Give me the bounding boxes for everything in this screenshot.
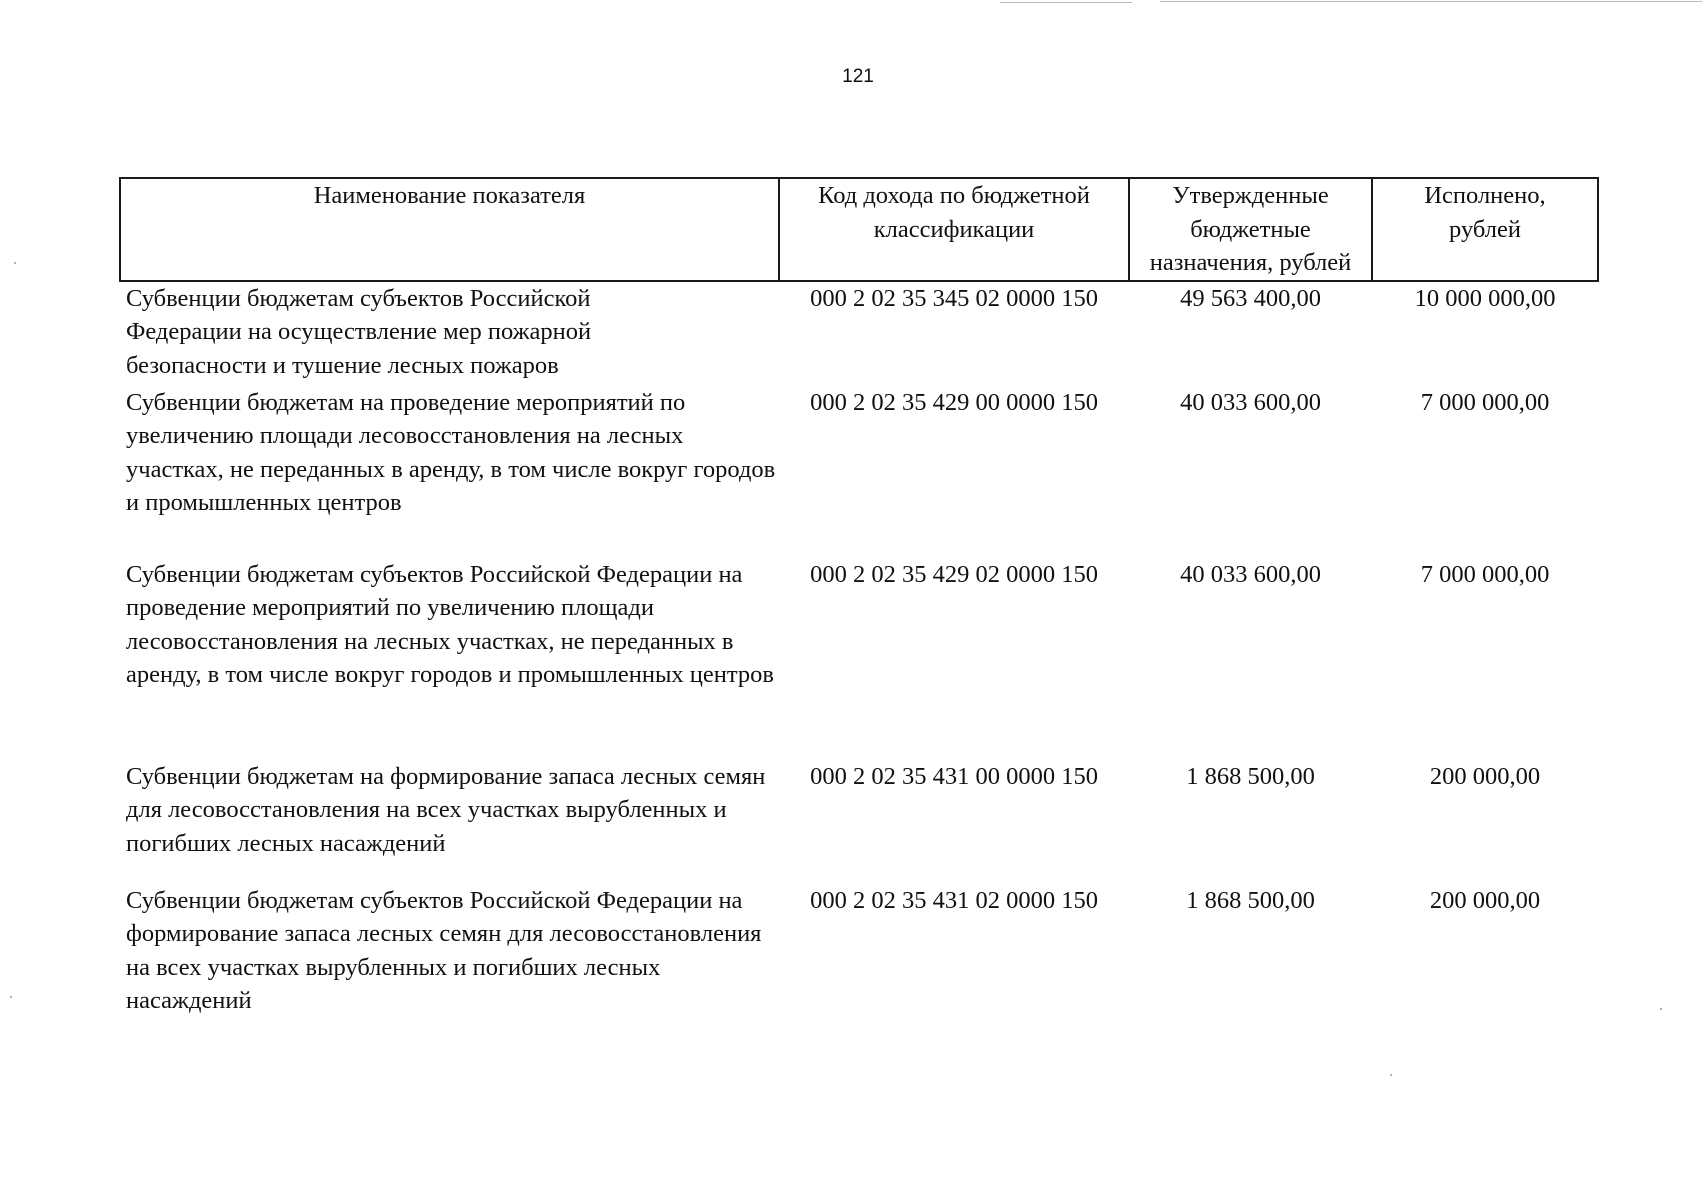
row-code: 000 2 02 35 429 02 0000 150 [810, 560, 1098, 588]
header-code: Код дохода по бюджетной классификации [779, 178, 1129, 281]
row-executed: 7 000 000,00 [1420, 388, 1550, 416]
table-row [120, 281, 1598, 386]
row-code: 000 2 02 35 345 02 0000 150 [810, 284, 1098, 312]
header-executed: Исполнено, рублей [1372, 178, 1598, 281]
scan-speck [14, 262, 16, 264]
row-name: Субвенции бюджетам субъектов Российской Федерации на формирование запаса лесных семян для лесовосстановления на всех участках вырубленных и погибших лесных насаждений [126, 886, 762, 1014]
table-header [120, 178, 1598, 281]
header-name: Наименование показателя [120, 178, 779, 281]
scan-speck [10, 996, 12, 998]
row-approved: 1 868 500,00 [1186, 886, 1315, 914]
row-name: Субвенции бюджетам субъектов Российской Федерации на проведение мероприятий по увеличению площади лесовосстановления на лесных участках, не переданных в аренду, в том числе вокруг городов и промышленных центров [126, 560, 774, 688]
scan-speck [1660, 1008, 1662, 1010]
row-executed: 200 000,00 [1429, 886, 1541, 914]
budget-table [119, 177, 1599, 1024]
table-row [120, 558, 1598, 760]
row-name: Субвенции бюджетам на формирование запаса лесных семян для лесовосстановления на всех участках вырубленных и погибших лесных насаждений [126, 762, 766, 857]
row-approved: 49 563 400,00 [1180, 284, 1321, 312]
row-approved: 40 033 600,00 [1180, 560, 1321, 588]
row-executed: 7 000 000,00 [1420, 560, 1550, 588]
table-row [120, 386, 1598, 558]
row-approved: 1 868 500,00 [1186, 762, 1315, 790]
row-executed: 200 000,00 [1429, 762, 1541, 790]
row-code: 000 2 02 35 431 00 0000 150 [810, 762, 1098, 790]
scan-artifact-line [1160, 1, 1702, 2]
row-name: Субвенции бюджетам субъектов Российской Федерации на осуществление мер пожарной безопасности и тушение лесных пожаров [126, 284, 592, 379]
row-name: Субвенции бюджетам на проведение мероприятий по увеличению площади лесовосстановления на лесных участках, не переданных в аренду, в том числе вокруг городов и промышленных центров [126, 388, 776, 516]
page-number: 121 [842, 66, 874, 87]
table-row [120, 884, 1598, 1024]
row-approved: 40 033 600,00 [1180, 388, 1321, 416]
scan-artifact-line [1000, 2, 1132, 3]
row-code: 000 2 02 35 431 02 0000 150 [810, 886, 1098, 914]
table-row [120, 760, 1598, 884]
header-approved: Утвержденные бюджетные назначения, рублей [1129, 178, 1372, 281]
row-code: 000 2 02 35 429 00 0000 150 [810, 388, 1098, 416]
row-executed: 10 000 000,00 [1414, 284, 1556, 312]
scan-speck [1390, 1074, 1392, 1076]
